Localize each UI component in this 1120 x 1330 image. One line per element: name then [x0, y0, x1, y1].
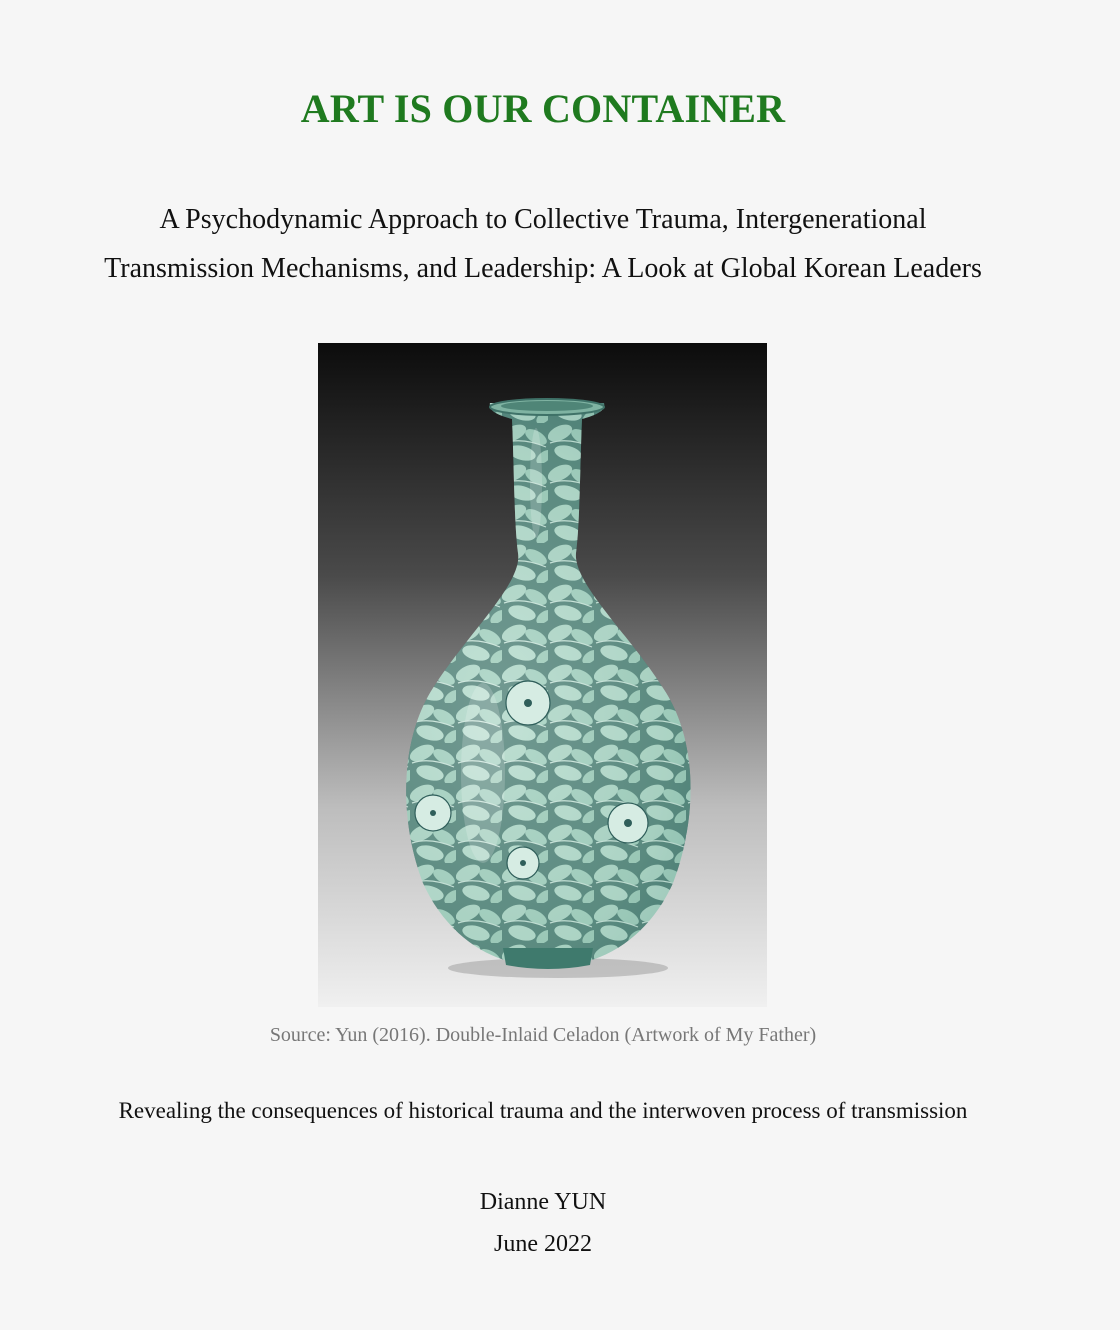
document-title: ART IS OUR CONTAINER: [300, 86, 786, 131]
tagline: Revealing the consequences of historical trauma and the interwoven process of transmission: [118, 1098, 968, 1123]
publication-date: June 2022: [494, 1231, 592, 1257]
subtitle-line: Transmission Mechanisms, and Leadership: A Look at Global Korean Leaders: [104, 253, 982, 284]
figure-caption: Source: Yun (2016). Double-Inlaid Celadon (Artwork of My Father): [269, 1024, 817, 1046]
celadon-vase-image: [318, 343, 767, 1007]
author-name: Dianne YUN: [479, 1189, 607, 1215]
subtitle-line: A Psychodynamic Approach to Collective Trauma, Intergenerational: [159, 204, 927, 235]
document-subtitle: [0, 195, 1086, 293]
